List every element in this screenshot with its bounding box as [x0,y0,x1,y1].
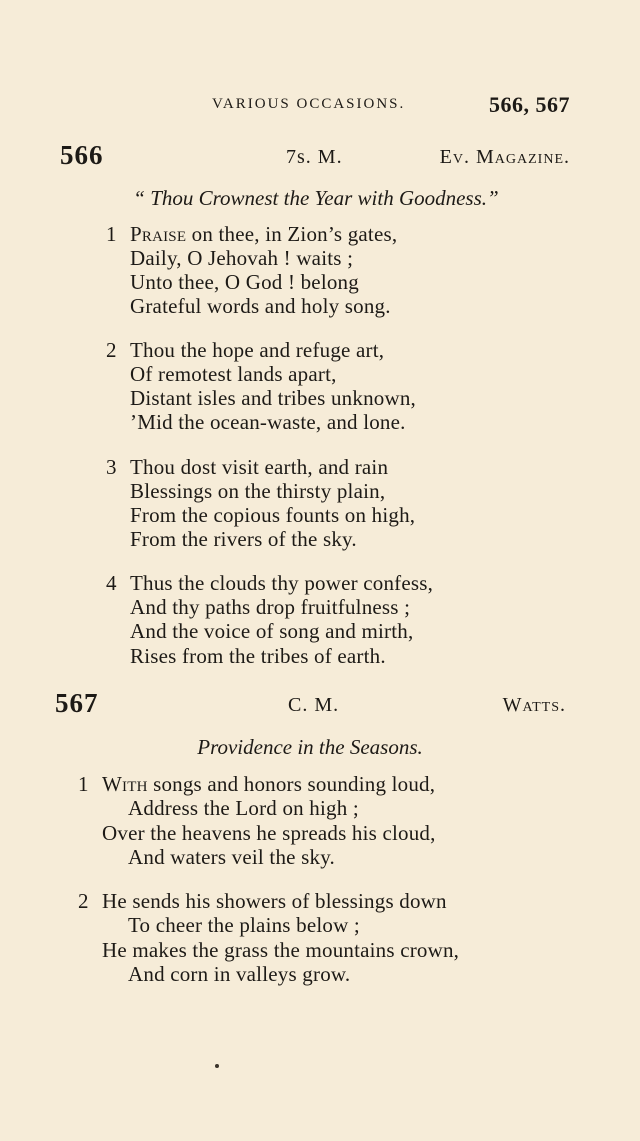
verse-line: Over the heavens he spreads his cloud, [102,821,436,845]
verse-line: Address the Lord on high ; [128,796,359,820]
hymn-meter: 7s. M. [286,146,343,168]
verse-line: And the voice of song and mirth, [130,619,414,643]
verse-line: Rises from the tribes of earth. [130,644,386,668]
hymn-title: Providence in the Seasons. [197,735,423,759]
verse-line: He sends his showers of blessings down [102,889,447,913]
stanza-number: 1 [78,772,89,796]
verse-line: Thou the hope and refuge art, [130,338,385,362]
verse-line: Grateful words and holy song. [130,294,391,318]
verse-line: Blessings on the thirsty plain, [130,479,386,503]
running-title: VARIOUS OCCASIONS. [212,96,406,112]
hymn-meter: C. M. [288,694,340,716]
stanza-number: 2 [78,889,89,913]
verse-line: From the copious founts on high, [130,503,416,527]
verse-line: And waters veil the sky. [128,845,335,869]
verse-line: From the rivers of the sky. [130,527,357,551]
hymn-author: Ev. Magazine. [439,146,570,168]
ink-speck [215,1064,219,1068]
hymn-title: “ Thou Crownest the Year with Goodness.” [133,186,499,210]
verse-line: Thou dost visit earth, and rain [130,455,389,479]
verse-first-word: Praise [130,222,187,246]
page-numbers: 566, 567 [489,92,570,117]
hymn-header-567 [0,688,640,724]
stanza-number: 3 [106,455,117,479]
verse-line [102,772,435,797]
verse-line: ’Mid the ocean-waste, and lone. [130,410,406,434]
hymn-author: Watts. [502,694,566,716]
hymn-number: 566 [60,140,104,170]
verse-line: Unto thee, O God ! belong [130,270,359,294]
stanza-number: 4 [106,571,117,595]
verse-line: He makes the grass the mountains crown, [102,938,460,962]
hymn-number: 567 [55,688,99,718]
verse-line: Distant isles and tribes unknown, [130,386,416,410]
verse-line-rest: on thee, in Zion’s gates, [186,222,398,246]
running-head [0,92,640,122]
verse-line: Daily, O Jehovah ! waits ; [130,246,354,270]
verse-line: To cheer the plains below ; [128,913,360,937]
hymn-header-566 [0,140,640,176]
verse-first-word: With [102,772,148,796]
verse-line: Thus the clouds thy power confess, [130,571,434,595]
verse-line-rest: songs and honors sounding loud, [147,772,436,796]
stanza-number: 1 [106,222,117,246]
verse-line: And thy paths drop fruitfulness ; [130,595,411,619]
verse-line: Of remotest lands apart, [130,362,337,386]
verse-line: And corn in valleys grow. [128,962,351,986]
stanza-number: 2 [106,338,117,362]
verse-line [130,222,397,247]
